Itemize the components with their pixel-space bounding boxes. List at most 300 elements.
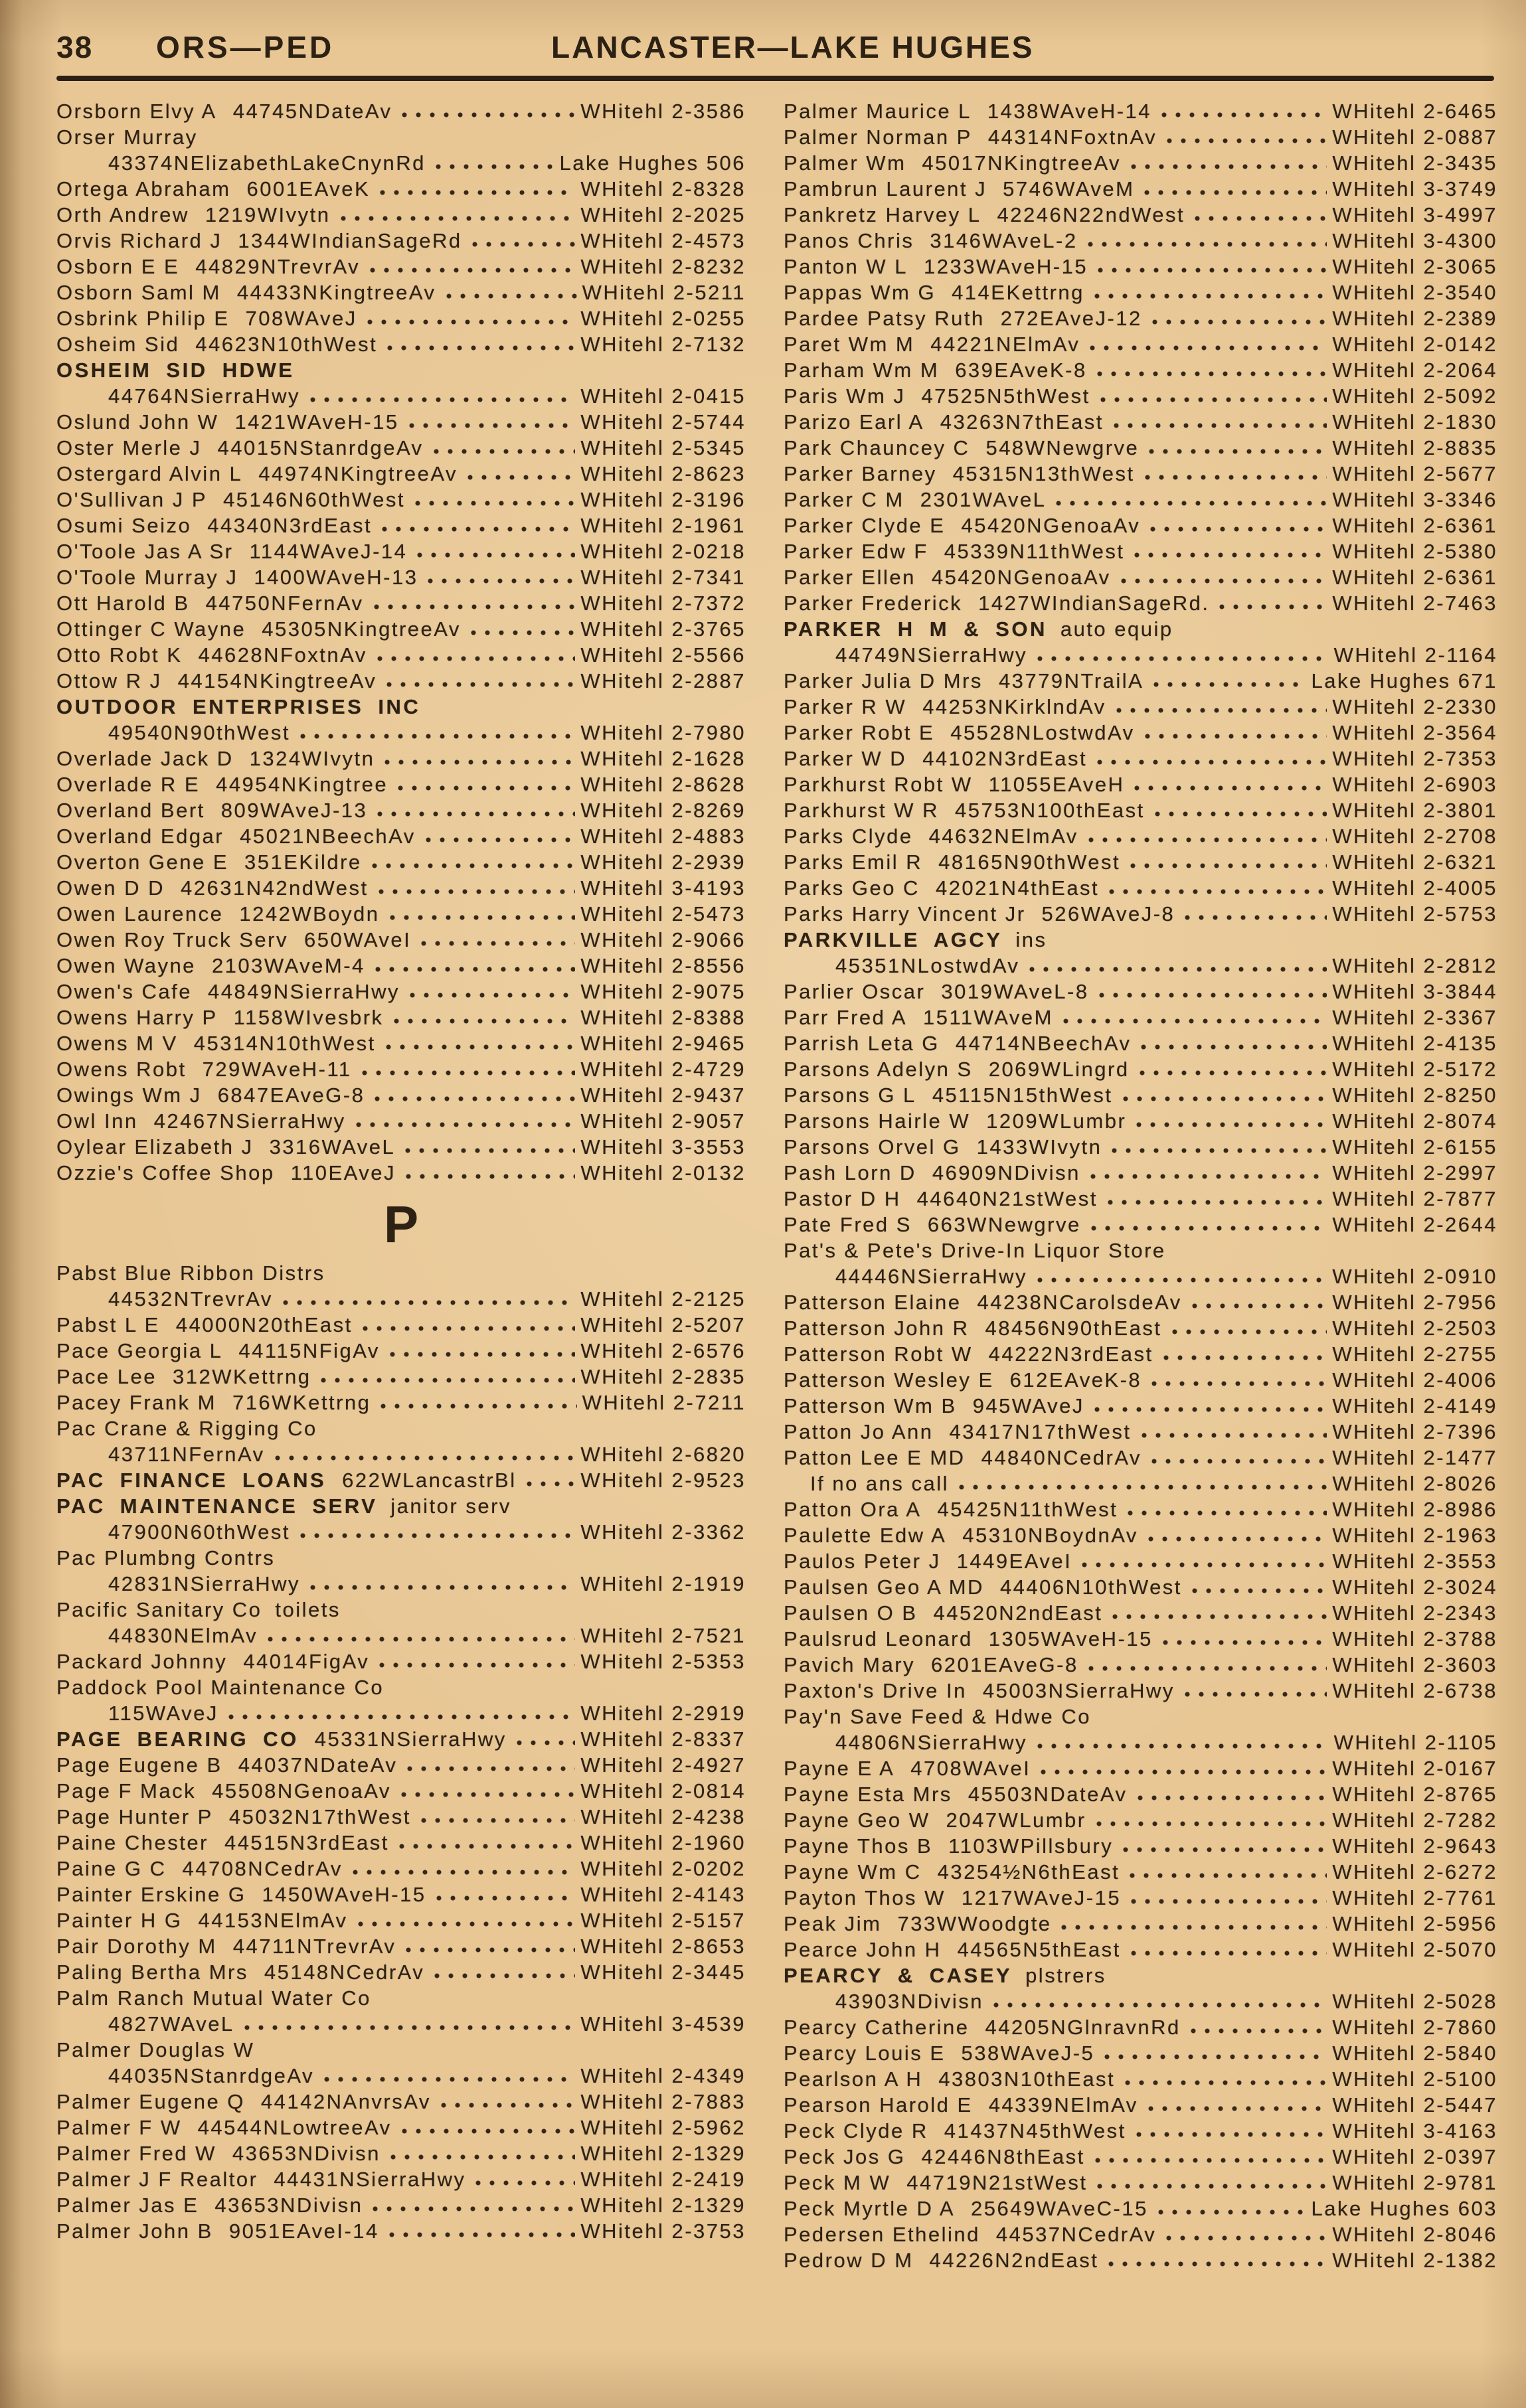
- entry-phone: WHitehl 2-5028: [1332, 1990, 1497, 2013]
- entry-name: Payne Wm C: [784, 1860, 922, 1884]
- leader-dots: [1191, 1302, 1327, 1310]
- entry-phone: WHitehl 2-9075: [580, 980, 746, 1003]
- entry-phone: WHitehl 2-5380: [1332, 540, 1497, 563]
- entry-name: Patton Lee E MD: [784, 1446, 966, 1469]
- leader-dots: [409, 991, 575, 999]
- leader-dots: [385, 1043, 576, 1051]
- entry-phone: WHitehl 2-8986: [1332, 1498, 1497, 1521]
- directory-entry: [56, 1261, 746, 1287]
- entry-address: 44849NSierraHwy: [208, 980, 400, 1003]
- entry-phone: WHitehl 2-0415: [580, 384, 746, 408]
- entry-phone: WHitehl 2-3024: [1332, 1575, 1497, 1599]
- entry-phone: WHitehl 2-6465: [1332, 100, 1497, 123]
- entry-name: Pacey Frank M: [56, 1391, 216, 1414]
- directory-entry: [56, 1494, 746, 1520]
- leader-dots: [1087, 240, 1327, 248]
- entry-name: O'Toole Jas A Sr: [56, 540, 234, 563]
- entry-address: 1344WIndianSageRd: [238, 229, 462, 252]
- entry-address: If no ans call: [810, 1472, 950, 1495]
- entry-name: Peck Clyde R: [784, 2119, 928, 2142]
- leader-dots: [405, 1946, 575, 1954]
- page-header: [56, 29, 1494, 70]
- directory-entry: [56, 1935, 746, 1961]
- leader-dots: [420, 1816, 576, 1824]
- leader-dots: [1184, 1690, 1327, 1698]
- address-continuation-row: [784, 1472, 1497, 1498]
- entry-address: 45017NKingtreeAv: [922, 151, 1122, 175]
- entry-address: 622WLancastrBl: [342, 1469, 517, 1492]
- entry-address: 43779NTrailA: [998, 669, 1144, 692]
- entry-name: Parker R W: [784, 695, 907, 718]
- entry-address: 44154NKingtreeAv: [177, 669, 377, 692]
- entry-name: Overlade Jack D: [56, 747, 234, 770]
- leader-dots: [1130, 1949, 1327, 1957]
- directory-entry: [56, 1650, 746, 1676]
- leader-dots: [1037, 1276, 1327, 1284]
- directory-entry: [784, 2145, 1497, 2171]
- entry-phone: WHitehl 2-8026: [1332, 1472, 1497, 1495]
- entry-address: 44406N10thWest: [999, 1575, 1182, 1599]
- entry-name: Palm Ranch Mutual Water Co: [56, 1986, 371, 2010]
- directory-entry: [56, 2194, 746, 2219]
- leader-dots: [1037, 1742, 1329, 1750]
- entry-phone: WHitehl 2-9057: [580, 1109, 746, 1133]
- leader-dots: [1094, 2156, 1327, 2164]
- directory-entry: [784, 1239, 1497, 1265]
- entry-address: 44532NTrevrAv: [108, 1287, 273, 1311]
- address-continuation-row: [784, 954, 1497, 980]
- leader-dots: [1060, 1923, 1327, 1931]
- entry-address: 45148NCedrAv: [264, 1961, 425, 1984]
- entry-name: Overland Bert: [56, 799, 205, 822]
- entry-name: Osheim Sid: [56, 333, 180, 356]
- entry-name: Payton Thos W: [784, 1886, 946, 1909]
- entry-phone: WHitehl 2-4006: [1332, 1368, 1497, 1392]
- entry-name: Pearce John H: [784, 1938, 942, 1961]
- leader-dots: [397, 784, 575, 792]
- directory-entry: [784, 799, 1497, 825]
- entry-address: 708WAveJ: [245, 307, 357, 330]
- page-number: 38: [56, 30, 94, 64]
- entry-address: 44628NFoxtnAv: [198, 643, 367, 667]
- directory-entry: [784, 721, 1497, 747]
- leader-dots: [1029, 965, 1327, 973]
- leader-dots: [425, 836, 576, 844]
- entry-phone: WHitehl 2-2389: [1332, 307, 1497, 330]
- entry-name: Parr Fred A: [784, 1006, 907, 1029]
- entry-phone: WHitehl 2-3065: [1332, 255, 1497, 278]
- leader-dots: [1096, 758, 1327, 766]
- leader-dots: [1094, 1405, 1327, 1413]
- entry-phone: WHitehl 2-0814: [580, 1779, 746, 1803]
- leader-dots: [1149, 525, 1327, 533]
- directory-entry: [784, 359, 1497, 384]
- entry-name: Overland Edgar: [56, 825, 224, 848]
- directory-entry: [784, 928, 1497, 954]
- entry-address: 45115N15thWest: [932, 1084, 1113, 1107]
- entry-address: 44974NKingtreeAv: [258, 462, 458, 485]
- entry-phone: WHitehl 2-7761: [1332, 1886, 1497, 1909]
- entry-phone: WHitehl 2-2835: [580, 1365, 746, 1388]
- entry-address: 45003NSierraHwy: [982, 1679, 1175, 1702]
- entry-phone: WHitehl 2-0397: [1332, 2145, 1497, 2168]
- entry-name: Page F Mack: [56, 1779, 197, 1803]
- entry-name: Paine Chester: [56, 1831, 209, 1854]
- directory-entry: [784, 850, 1497, 876]
- directory-entry: [784, 1109, 1497, 1135]
- directory-entry: [784, 229, 1497, 255]
- entry-phone: WHitehl 2-6361: [1332, 566, 1497, 589]
- entry-phone: WHitehl 2-2125: [580, 1287, 746, 1311]
- entry-name: Paret Wm M: [784, 333, 915, 356]
- entry-phone: WHitehl 2-5744: [580, 410, 746, 434]
- entry-address: 45310NBoydnAv: [962, 1524, 1138, 1547]
- entry-phone: WHitehl 2-1830: [1332, 410, 1497, 434]
- entry-phone: WHitehl 2-3603: [1332, 1653, 1497, 1676]
- leader-dots: [1165, 2234, 1327, 2242]
- entry-name: Parker Frederick: [784, 592, 963, 615]
- entry-name: PAGE BEARING CO: [56, 1727, 299, 1751]
- entry-phone: WHitehl 2-6272: [1332, 1860, 1497, 1884]
- entry-name: Oylear Elizabeth J: [56, 1135, 254, 1159]
- directory-entry: [56, 1313, 746, 1339]
- directory-entry: [56, 1831, 746, 1857]
- entry-phone: WHitehl 2-1382: [1332, 2249, 1497, 2272]
- entry-name: Parker Edw F: [784, 540, 928, 563]
- entry-address: 44830NElmAv: [108, 1624, 258, 1647]
- entry-phone: WHitehl 2-4005: [1332, 876, 1497, 900]
- leader-dots: [1144, 473, 1327, 481]
- entry-address: 45528NLostwdAv: [950, 721, 1135, 744]
- directory-entry: [784, 1420, 1497, 1446]
- entry-address: 44226N2ndEast: [929, 2249, 1099, 2272]
- leader-dots: [1136, 1121, 1327, 1129]
- leader-dots: [1062, 1017, 1327, 1025]
- entry-phone: WHitehl 2-5345: [580, 436, 746, 459]
- entry-phone: WHitehl 2-9643: [1332, 1834, 1497, 1858]
- leader-dots: [390, 2153, 575, 2161]
- entry-phone: WHitehl 2-6576: [580, 1339, 746, 1362]
- entry-name: PAC FINANCE LOANS: [56, 1469, 327, 1492]
- leader-dots: [1134, 784, 1327, 792]
- directory-entry: [56, 2038, 746, 2064]
- entry-name: Parker Clyde E: [784, 514, 946, 537]
- leader-dots: [323, 2075, 575, 2083]
- directory-entry: [784, 1342, 1497, 1368]
- entry-address: 1438WAveH-14: [987, 100, 1152, 123]
- entry-name: Parker Julia D Mrs: [784, 669, 983, 692]
- directory-entry: [784, 1032, 1497, 1058]
- leader-dots: [416, 551, 575, 559]
- directory-entry: [56, 954, 746, 980]
- page-title: LANCASTER—LAKE HUGHES: [551, 30, 1035, 64]
- entry-name: Payne E A: [784, 1757, 895, 1780]
- directory-entry: [56, 902, 746, 928]
- entry-address: 44711NTrevrAv: [232, 1935, 396, 1958]
- entry-address: 45425N11thWest: [937, 1498, 1118, 1521]
- entry-phone: WHitehl 2-0132: [580, 1161, 746, 1184]
- entry-address: 414EKettrng: [952, 281, 1084, 304]
- entry-address: 44764NSierraHwy: [108, 384, 301, 408]
- leader-dots: [1122, 1846, 1327, 1854]
- directory-entry: [784, 540, 1497, 566]
- entry-name: Pac Plumbng Contrs: [56, 1546, 276, 1569]
- directory-entry: [56, 747, 746, 773]
- entry-name: OUTDOOR ENTERPRISES INC: [56, 695, 421, 718]
- entry-phone: WHitehl 2-8556: [580, 954, 746, 977]
- leader-dots: [362, 1324, 576, 1332]
- entry-phone: WHitehl 2-3801: [1332, 799, 1497, 822]
- entry-phone: WHitehl 2-9523: [580, 1469, 746, 1492]
- entry-descriptor: plstrers: [1025, 1964, 1106, 1987]
- entry-phone: WHitehl 2-2997: [1332, 1161, 1497, 1184]
- directory-entry: [784, 203, 1497, 229]
- entry-address: 650WAveI: [303, 928, 412, 951]
- entry-name: Owens M V: [56, 1032, 178, 1055]
- entry-address: 44719N21stWest: [906, 2171, 1088, 2194]
- entry-name: Orvis Richard J: [56, 229, 222, 252]
- directory-entry: [784, 281, 1497, 307]
- directory-entry: [56, 488, 746, 514]
- entry-address: 44520N2ndEast: [933, 1601, 1103, 1625]
- entry-phone: WHitehl 2-1628: [580, 747, 746, 770]
- entry-name: Parkhurst Robt W: [784, 773, 973, 796]
- leader-dots: [1090, 1224, 1327, 1232]
- entry-phone: WHitehl 2-0255: [580, 307, 746, 330]
- directory-entry: [56, 928, 746, 954]
- leader-dots: [1144, 189, 1327, 197]
- directory-entry: [784, 333, 1497, 359]
- entry-name: Pace Georgia L: [56, 1339, 223, 1362]
- entry-address: 538WAveJ-5: [961, 2042, 1095, 2065]
- entry-name: Pat's & Pete's Drive-In Liquor Store: [784, 1239, 1166, 1262]
- entry-name: Orsborn Elvy A: [56, 100, 217, 123]
- entry-phone: WHitehl 2-5353: [580, 1650, 746, 1673]
- address-continuation-row: [56, 1624, 746, 1650]
- directory-entry: [784, 1575, 1497, 1601]
- directory-entry: [56, 281, 746, 307]
- leader-dots: [516, 1739, 576, 1747]
- entry-phone: WHitehl 2-3435: [1332, 151, 1497, 175]
- entry-address: 44708NCedrAv: [182, 1857, 343, 1880]
- leader-dots: [1190, 2027, 1327, 2035]
- entry-phone: WHitehl 2-3540: [1332, 281, 1497, 304]
- leader-dots: [379, 189, 575, 197]
- directory-entry: [56, 514, 746, 540]
- leader-dots: [467, 473, 575, 481]
- directory-entry: [56, 2090, 746, 2116]
- leader-dots: [1151, 1380, 1327, 1388]
- directory-entry: [56, 1546, 746, 1572]
- leader-dots: [1154, 810, 1327, 818]
- entry-phone: WHitehl 2-3362: [580, 1520, 746, 1544]
- leader-dots: [1191, 1587, 1327, 1595]
- leader-dots: [1139, 1069, 1327, 1077]
- entry-address: 42446N8thEast: [921, 2145, 1085, 2168]
- entry-address: 3316WAveL: [269, 1135, 396, 1159]
- entry-name: Parkhurst W R: [784, 799, 940, 822]
- leader-dots: [958, 1483, 1327, 1491]
- directory-entry: [56, 1032, 746, 1058]
- address-continuation-row: [56, 2064, 746, 2090]
- leader-dots: [377, 810, 575, 818]
- entry-phone: WHitehl 2-0202: [580, 1857, 746, 1880]
- entry-phone: WHitehl 2-1164: [1333, 643, 1497, 667]
- entry-address: 1242WBoydn: [239, 902, 380, 925]
- section-letter: P: [383, 1194, 419, 1253]
- entry-phone: WHitehl 2-9781: [1332, 2171, 1497, 2194]
- leader-dots: [440, 2101, 575, 2109]
- leader-dots: [1094, 292, 1327, 300]
- entry-phone: WHitehl 2-1477: [1332, 1446, 1497, 1469]
- directory-entry: [56, 177, 746, 203]
- entry-phone: WHitehl 2-2644: [1332, 1213, 1497, 1236]
- entry-address: 43903NDivisn: [835, 1990, 983, 2013]
- leader-dots: [393, 1017, 576, 1025]
- leader-dots: [1140, 1043, 1327, 1051]
- entry-name: Orth Andrew: [56, 203, 189, 226]
- leader-dots: [386, 681, 575, 688]
- directory-entry: [784, 177, 1497, 203]
- entry-name: Pavich Mary: [784, 1653, 916, 1676]
- entry-phone: WHitehl 2-7396: [1332, 1420, 1497, 1443]
- entry-address: 733WWoodgte: [897, 1912, 1052, 1935]
- directory-entry: [784, 1705, 1497, 1731]
- entry-phone: WHitehl 3-3553: [580, 1135, 746, 1159]
- leader-dots: [1130, 1897, 1327, 1905]
- leader-dots: [386, 344, 575, 352]
- entry-address: 44221NElmAv: [930, 333, 1080, 356]
- entry-descriptor: ins: [1015, 928, 1047, 951]
- entry-phone: WHitehl 2-5677: [1332, 462, 1497, 485]
- entry-name: Palmer Fred W: [56, 2142, 216, 2165]
- entry-name: Paling Bertha Mrs: [56, 1961, 248, 1984]
- entry-phone: WHitehl 2-3564: [1332, 721, 1497, 744]
- leader-dots: [475, 2179, 575, 2187]
- entry-name: Parks Clyde: [784, 825, 913, 848]
- entry-address: 49540N90thWest: [108, 721, 290, 744]
- leader-dots: [1124, 2079, 1327, 2087]
- entry-address: 41437N45thWest: [944, 2119, 1126, 2142]
- directory-entry: [56, 255, 746, 281]
- leader-dots: [388, 2231, 576, 2239]
- entry-address: 115WAveJ: [108, 1702, 218, 1725]
- leader-dots: [427, 577, 575, 585]
- entry-phone: WHitehl 2-6155: [1332, 1135, 1497, 1159]
- leader-dots: [1147, 1535, 1327, 1543]
- entry-phone: WHitehl 2-7521: [580, 1624, 746, 1647]
- directory-entry: [56, 1365, 746, 1391]
- leader-dots: [352, 1868, 575, 1876]
- directory-entry: [56, 1417, 746, 1443]
- entry-name: Pabst L E: [56, 1313, 160, 1336]
- entry-phone: WHitehl 3-4193: [580, 876, 746, 900]
- entry-name: OSHEIM SID HDWE: [56, 359, 295, 382]
- entry-name: Overton Gene E: [56, 850, 229, 874]
- entry-name: Pastor D H: [784, 1187, 901, 1210]
- entry-name: Paulsen Geo A MD: [784, 1575, 984, 1599]
- entry-name: O'Sullivan J P: [56, 488, 207, 511]
- entry-phone: WHitehl 2-9465: [580, 1032, 746, 1055]
- entry-name: Pankretz Harvey L: [784, 203, 981, 226]
- directory-entry: [784, 695, 1497, 721]
- entry-name: Ottow R J: [56, 669, 162, 692]
- directory-entry: [784, 1368, 1497, 1394]
- entry-address: 45508NGenoaAv: [212, 1779, 391, 1803]
- entry-phone: WHitehl 2-1919: [580, 1572, 746, 1595]
- entry-address: 44954NKingtree: [216, 773, 388, 796]
- entry-address: 44750NFernAv: [205, 592, 364, 615]
- entry-phone: WHitehl 2-9437: [580, 1084, 746, 1107]
- entry-address: 45021NBeechAv: [240, 825, 416, 848]
- entry-name: Patton Jo Ann: [784, 1420, 934, 1443]
- entry-phone: WHitehl 2-5070: [1332, 1938, 1497, 1961]
- entry-address: 716WKettrng: [232, 1391, 371, 1414]
- entry-address: 44745NDateAv: [232, 100, 392, 123]
- leader-dots: [1171, 1328, 1327, 1336]
- entry-address: 45146N60thWest: [223, 488, 405, 511]
- entry-address: 2047WLumbr: [946, 1808, 1086, 1832]
- entry-address: 44515N3rdEast: [224, 1831, 389, 1854]
- leader-dots: [1161, 111, 1327, 119]
- leader-dots: [1134, 551, 1327, 559]
- entry-name: Parizo Earl A: [784, 410, 924, 434]
- entry-name: Palmer Norman P: [784, 125, 972, 149]
- address-continuation-row: [56, 1572, 746, 1598]
- leader-dots: [1107, 1198, 1327, 1206]
- entry-name: PAC MAINTENANCE SERV: [56, 1494, 378, 1518]
- entry-name: Palmer Douglas W: [56, 2038, 255, 2061]
- entry-address: 44142NAnvrsAv: [260, 2090, 431, 2113]
- directory-entry: [784, 1161, 1497, 1187]
- entry-address: 44115NFigAv: [238, 1339, 380, 1362]
- entry-address: 44037NDateAv: [238, 1753, 398, 1777]
- directory-entry: [784, 2249, 1497, 2275]
- entry-phone: WHitehl 2-8250: [1332, 1084, 1497, 1107]
- leader-dots: [1153, 681, 1306, 688]
- entry-name: Palmer Wm: [784, 151, 906, 175]
- leader-dots: [1166, 137, 1327, 145]
- directory-entry: [56, 617, 746, 643]
- entry-name: Parsons G L: [784, 1084, 916, 1107]
- directory-entry: [784, 1550, 1497, 1575]
- entry-name: Patterson Elaine: [784, 1291, 962, 1314]
- directory-entry: [784, 1291, 1497, 1317]
- directory-entry: [784, 617, 1497, 643]
- entry-address: 44632NElmAv: [928, 825, 1078, 848]
- entry-address: 526WAveJ-8: [1041, 902, 1175, 925]
- entry-address: 44205NGlnravnRd: [985, 2016, 1181, 2039]
- entry-phone: WHitehl 2-4927: [580, 1753, 746, 1777]
- directory-entry: [784, 1524, 1497, 1550]
- entry-phone: WHitehl 2-2919: [580, 1702, 746, 1725]
- directory-entry: [784, 1679, 1497, 1705]
- leader-dots: [380, 1402, 576, 1410]
- entry-address: 44222N3rdEast: [988, 1342, 1153, 1366]
- entry-address: 42631N42ndWest: [180, 876, 369, 900]
- entry-name: Osbrink Philip E: [56, 307, 230, 330]
- leader-dots: [1130, 862, 1327, 870]
- entry-phone: WHitehl 3-4163: [1332, 2119, 1497, 2142]
- entry-phone: WHitehl 2-8046: [1332, 2223, 1497, 2246]
- leader-dots: [1141, 1431, 1327, 1439]
- entry-name: Owens Robt: [56, 1058, 187, 1081]
- entry-address: 43417N17thWest: [949, 1420, 1132, 1443]
- leader-dots: [389, 1350, 575, 1358]
- entry-phone: WHitehl 3-3844: [1332, 980, 1497, 1003]
- entry-address: 9051EAveI-14: [228, 2219, 379, 2243]
- entry-address: 47525N5thWest: [921, 384, 1090, 408]
